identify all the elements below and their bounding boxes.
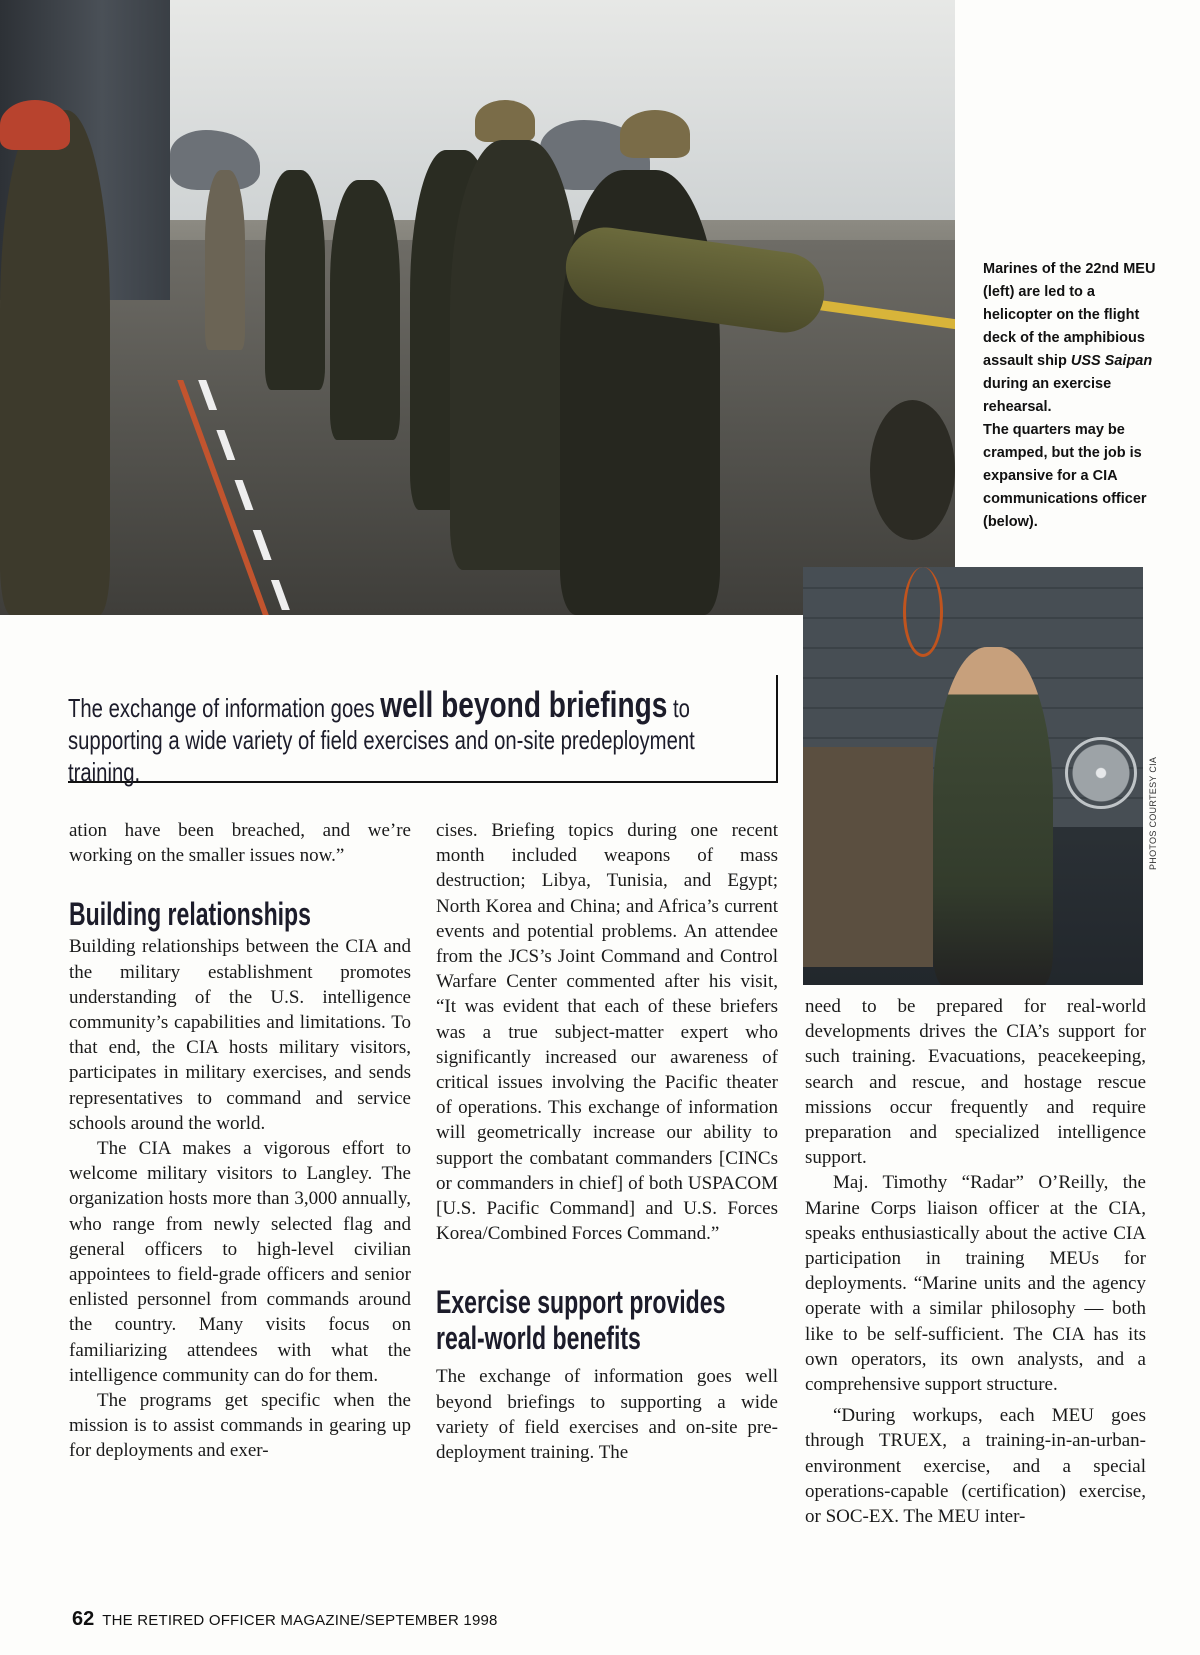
photo-caption [983, 258, 1158, 534]
pull-quote-emphasis: well beyond briefings [380, 684, 668, 725]
cia-communications-officer-photo [803, 567, 1143, 985]
paragraph: Maj. Timothy “Radar” O’Reilly, the Marine Corps liaison officer at the CIA, speaks enthusiastically about the active CIA participation in training MEUs for deployments. “Marine units and the agency operate with a similar philosophy — both like to be self-sufficient. The CIA has its own operators, its own analysts, and a comprehensive support structure. [805, 1172, 1146, 1396]
caption-text-1: Marines of the 22nd MEU (left) are led to a helicopter on the flight deck of the amphibious assault ship [983, 261, 1156, 369]
paragraph: ation have been breached, and we’re working on the smaller issues now.” [69, 820, 411, 867]
caption-ship-name: USS Saipan [1070, 353, 1153, 369]
paragraph: The CIA makes a vigorous effort to welcome military visitors to Langley. The organization hosts more than 3,000 annually, who range from newly selected flag and general officers to high-level civilian appointees to field-grade officers and senior enlisted personnel from commands around the country. Many visits focus on familiarizing attendees with what the intelligence community can do for them. [69, 1138, 411, 1386]
pull-quote-text-start: The exchange of information goes [68, 693, 381, 723]
article-column-1 [69, 818, 411, 1464]
paragraph: need to be prepared for real-world developments drives the CIA’s support for such training. Evacuations, peacekeeping, search and rescue, and hostage rescue missions occur frequently and require preparation and specialized intelligence support. [805, 996, 1146, 1169]
pull-quote-text-end: to supporting a wide variety of field exercises and on-site predeployment training. [68, 693, 695, 787]
photo-credit: PHOTOS COURTESY CIA [1148, 756, 1158, 870]
article-column-3 [805, 994, 1146, 1529]
paragraph: The programs get specific when the mission is to assist commands in gearing up for deployments and exer- [69, 1390, 411, 1462]
section-heading-line: Exercise support provides [436, 1284, 726, 1321]
marines-flight-deck-photo [0, 0, 955, 615]
article-column-2 [436, 818, 778, 1465]
section-heading-exercise-support [436, 1284, 726, 1357]
paragraph: “During workups, each MEU goes through TRUEX, a training-in-an-urban-environment exercise, and a special operations-capable (certification) exercise, or SOC-EX. The MEU inter- [805, 1405, 1146, 1528]
page-number: 62 [72, 1608, 95, 1630]
section-heading-line: real-world benefits [436, 1320, 641, 1357]
magazine-issue: THE RETIRED OFFICER MAGAZINE/SEPTEMBER 1998 [102, 1612, 498, 1629]
paragraph: Building relationships between the CIA and the military establishment promotes understanding of the U.S. intelligence community’s capabilities and limitations. To that end, the CIA hosts military visitors, participates in military exercises, and sends representatives to command and service schools around the world. [69, 936, 411, 1134]
paragraph: The exchange of information goes well beyond briefings to supporting a wide variety of field exercises and on-site pre-deployment training. The [436, 1366, 778, 1464]
caption-text-2: during an exercise rehearsal. [983, 376, 1112, 415]
section-heading-building-relationships: Building relationships [69, 896, 311, 933]
pull-quote [68, 675, 778, 787]
page-footer [72, 1608, 498, 1631]
caption-text-3: The quarters may be cramped, but the job is expansive for a CIA communications officer (below). [983, 422, 1147, 530]
paragraph: cises. Briefing topics during one recent month included weapons of mass destruction; Libya, Tunisia, and Egypt; North Korea and China; and Africa’s current events and potential problems. An attendee from the JCS’s Joint Command and Control Warfare Center commented after his visit, “It was evident that each of these briefers was a true subject-matter expert who significantly increased our awareness of critical issues involving the Pacific theater of operations. This exchange of information will geometrically increase our ability to support the combatant commanders [CINCs or commanders in chief] of both USPACOM [U.S. Pacific Command] and U.S. Forces Korea/Combined Forces Command.” [436, 820, 778, 1245]
